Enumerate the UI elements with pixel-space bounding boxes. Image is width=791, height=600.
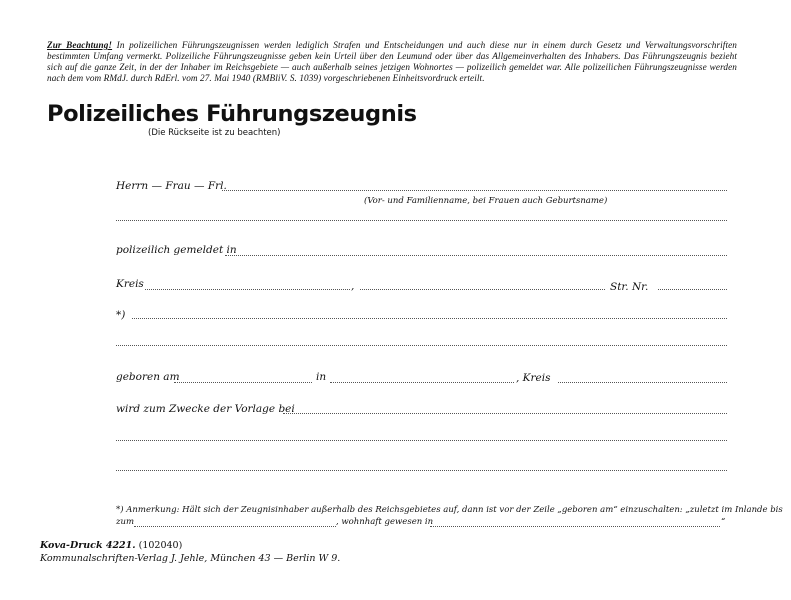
print-code: (102040): [138, 540, 183, 551]
page-subtitle: (Die Rückseite ist zu beachten): [148, 128, 281, 138]
birth-district-label: , Kreis: [516, 372, 551, 384]
notice-text: In polizeilichen Führungszeugnissen werden lediglich Strafen und Entscheidungen und auch diese nur in einem durch Gesetz und Verwaltungsvorschriften bestimmten Umfang vermerkt. Polizeiliche Führungszeugnisse geben kein Urteil über den Leumund oder über das Allgemeinverhalten des Inhabers. Das Führungszeugnis bezieht sich auf die ganze Zeit, in der der Inhaber im Reichsgebiete — auch außerhalb seines jetzigen Wohnortes — polizeilich gemeldet war. Alle polizeilichen Führungszeugnisse werden nach dem vom RMdJ. durch RdErl. vom 27. Mai 1940 (RMBliV. S. 1039) vorgeschriebenen Einheitsvordruck erteilt.: [47, 40, 737, 83]
remark-to-label: zum: [116, 517, 135, 527]
born-in-label: in: [316, 371, 327, 383]
registered-field[interactable]: [225, 255, 727, 256]
publisher-line: Kommunalschriften-Verlag J. Jehle, München 43 — Berlin W 9.: [40, 553, 341, 564]
remark-line: *) Anmerkung: Hält sich der Zeugnisinhaber außerhalb des Reichsgebietes auf, dann ist vor der Zeile „geboren am“ einzuschalten: „zuletzt im Inlande bis: [116, 505, 783, 515]
print-id: Kova-Druck 4221.: [40, 540, 136, 551]
remark-date-field[interactable]: [134, 526, 336, 527]
asterisk-marker: *): [116, 309, 126, 321]
birth-district-field[interactable]: [558, 382, 727, 383]
name-field[interactable]: [222, 190, 727, 191]
asterisk-field[interactable]: [132, 318, 727, 319]
notice-paragraph: [47, 40, 737, 84]
address-field[interactable]: [360, 289, 605, 290]
remark-resided-label: , wohnhaft gewesen in: [336, 517, 434, 527]
comma-separator: ,: [351, 280, 355, 292]
purpose-field[interactable]: [283, 413, 727, 414]
blank-line-1[interactable]: [116, 345, 727, 346]
birth-date-field[interactable]: [174, 382, 312, 383]
district-label: Kreis: [116, 278, 144, 290]
print-imprint: [40, 540, 182, 551]
blank-line-2[interactable]: [116, 440, 727, 441]
born-on-label: geboren am: [116, 371, 180, 383]
name-hint: (Vor- und Familienname, bei Frauen auch Geburtsname): [364, 196, 608, 206]
page-title: Polizeiliches Führungszeugnis: [47, 101, 417, 127]
district-field[interactable]: [145, 289, 350, 290]
purpose-label: wird zum Zwecke der Vorlage bei: [116, 403, 295, 415]
salutation-label: Herrn — Frau — Frl.: [116, 180, 227, 192]
street-number-field[interactable]: [658, 289, 727, 290]
name-continuation-field[interactable]: [116, 220, 727, 221]
blank-line-3[interactable]: [116, 470, 727, 471]
notice-lead: Zur Beachtung!: [47, 40, 113, 50]
street-number-label: Str. Nr.: [610, 281, 649, 293]
remark-place-field[interactable]: [430, 526, 720, 527]
birth-place-field[interactable]: [330, 382, 514, 383]
remark-quote-end: “: [721, 517, 726, 527]
registered-label: polizeilich gemeldet in: [116, 244, 237, 256]
